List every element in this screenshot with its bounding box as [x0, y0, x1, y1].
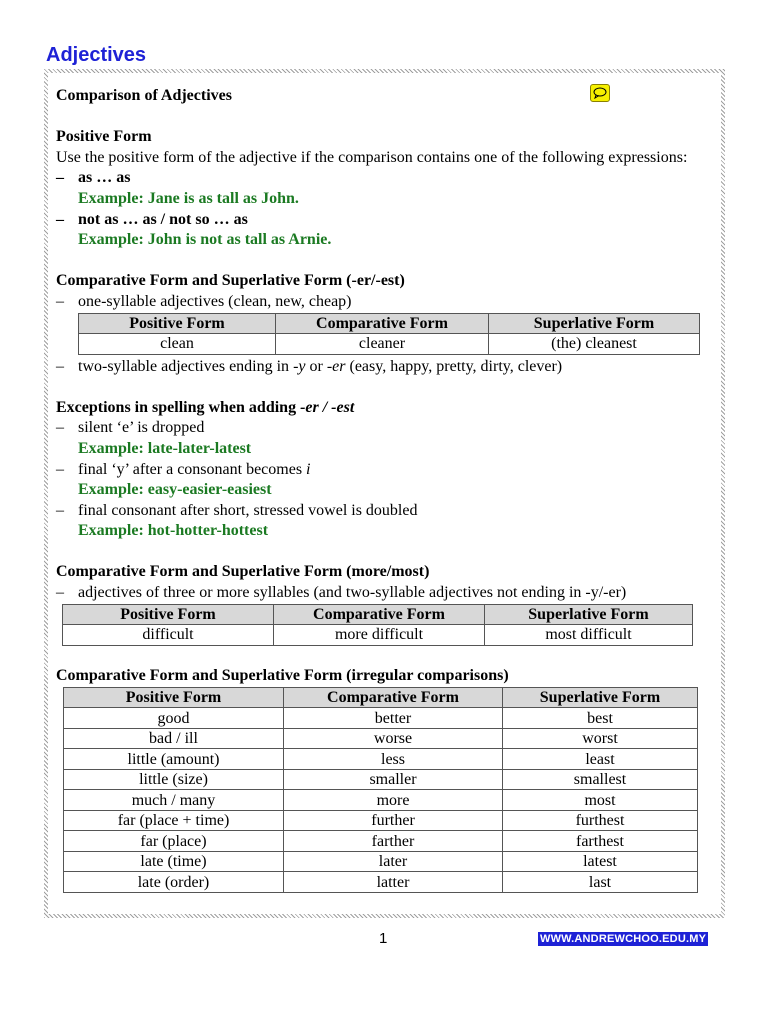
irregular-heading: Comparative Form and Superlative Form (irregular comparisons): [56, 667, 509, 685]
table-row: [79, 334, 700, 355]
table-cell: latter: [284, 872, 503, 893]
content-frame: [44, 69, 725, 918]
table-row: [64, 810, 698, 831]
table-header: Superlative Form: [503, 687, 698, 708]
table-cell: late (order): [64, 872, 284, 893]
er-est-heading: Comparative Form and Superlative Form (-er/-est): [56, 272, 405, 290]
table-cell: little (amount): [64, 749, 284, 770]
table-cell: best: [503, 708, 698, 729]
exception-rule: – final ‘y’ after a consonant becomes i: [56, 460, 311, 478]
table-cell: smallest: [503, 769, 698, 790]
table-cell: farthest: [503, 831, 698, 852]
positive-heading: Positive Form: [56, 128, 152, 146]
table-header: Positive Form: [63, 604, 274, 625]
table-cell: latest: [503, 851, 698, 872]
more-most-heading: Comparative Form and Superlative Form (more/most): [56, 563, 430, 581]
example-text: Example: John is not as tall as Arnie.: [78, 231, 332, 249]
expression-item: – not as … as / not so … as: [56, 210, 248, 228]
table-cell: last: [503, 872, 698, 893]
exception-rule: – silent ‘e’ is dropped: [56, 419, 205, 437]
exceptions-heading: Exceptions in spelling when adding -er / -est: [56, 398, 355, 416]
table-cell: smaller: [284, 769, 503, 790]
table-cell: difficult: [63, 625, 274, 646]
table-row: [64, 728, 698, 749]
example-text: Example: Jane is as tall as John.: [78, 189, 299, 207]
table-cell: good: [64, 708, 284, 729]
table-cell: furthest: [503, 810, 698, 831]
bullet-one-syllable: – one-syllable adjectives (clean, new, cheap): [56, 292, 352, 310]
table-row: [63, 625, 693, 646]
table-header: Comparative Form: [274, 604, 485, 625]
table-header-row: [63, 604, 693, 625]
table-row: [64, 790, 698, 811]
website-link[interactable]: WWW.ANDREWCHOO.EDU.MY: [540, 933, 707, 945]
bullet-two-syllable: – two-syllable adjectives ending in -y or -er (easy, happy, pretty, dirty, clever): [56, 357, 563, 375]
table-row: [64, 769, 698, 790]
table-cell: better: [284, 708, 503, 729]
table-cell: less: [284, 749, 503, 770]
table-row: [64, 831, 698, 852]
bullet-three-syllable: – adjectives of three or more syllables (and two-syllable adjectives not ending in -y/-er): [56, 584, 627, 602]
table-cell: least: [503, 749, 698, 770]
table-header: Comparative Form: [284, 687, 503, 708]
table-cell: far (place + time): [64, 810, 284, 831]
exception-rule: – final consonant after short, stressed vowel is doubled: [56, 501, 418, 519]
example-text: Example: easy-easier-easiest: [78, 481, 272, 499]
positive-intro: Use the positive form of the adjective if the comparison contains one of the following expressions:: [56, 148, 688, 166]
irregular-table: [63, 687, 698, 893]
table-cell: most: [503, 790, 698, 811]
table-cell: (the) cleanest: [489, 334, 700, 355]
table-cell: further: [284, 810, 503, 831]
table-cell: bad / ill: [64, 728, 284, 749]
page-title: Adjectives: [46, 44, 147, 66]
table-cell: farther: [284, 831, 503, 852]
example-text: Example: late-later-latest: [78, 439, 252, 457]
more-most-table: [62, 604, 693, 646]
er-est-table: [78, 313, 700, 355]
table-row: [64, 708, 698, 729]
table-header: Positive Form: [79, 313, 276, 334]
document-body: [56, 79, 715, 893]
table-cell: more difficult: [274, 625, 485, 646]
table-cell: worst: [503, 728, 698, 749]
table-header-row: [79, 313, 700, 334]
table-header: Positive Form: [64, 687, 284, 708]
table-header: Superlative Form: [485, 604, 693, 625]
table-cell: more: [284, 790, 503, 811]
table-cell: far (place): [64, 831, 284, 852]
table-row: [64, 851, 698, 872]
section-title: Comparison of Adjectives: [56, 87, 232, 104]
table-cell: cleaner: [276, 334, 489, 355]
table-cell: worse: [284, 728, 503, 749]
table-cell: late (time): [64, 851, 284, 872]
table-header: Superlative Form: [489, 313, 700, 334]
example-text: Example: hot-hotter-hottest: [78, 522, 269, 540]
table-row: [64, 749, 698, 770]
table-header-row: [64, 687, 698, 708]
table-cell: later: [284, 851, 503, 872]
table-row: [64, 872, 698, 893]
table-cell: little (size): [64, 769, 284, 790]
table-cell: clean: [79, 334, 276, 355]
table-header: Comparative Form: [276, 313, 489, 334]
page-number: 1: [379, 930, 388, 947]
table-cell: most difficult: [485, 625, 693, 646]
expression-item: – as … as: [56, 169, 131, 187]
table-cell: much / many: [64, 790, 284, 811]
